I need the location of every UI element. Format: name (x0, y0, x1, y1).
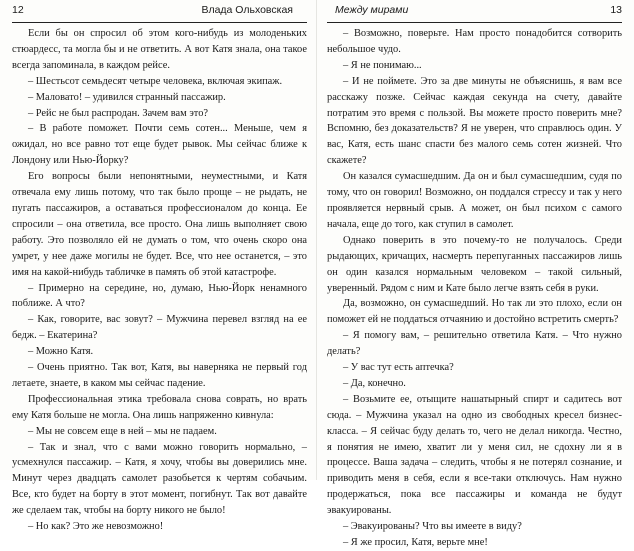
left-page-number: 12 (12, 4, 24, 16)
paragraph: Он казался сумасшедшим. Да он и был сумасшедшим, судя по тому, что он говорил! Возможно, он поддался стрессу и так у него проявляется нервный срыв. А может, он был психом с самого начала, еще до того, как ступил в самолет. (327, 171, 622, 230)
paragraph: – Рейс не был распродан. Зачем вам это? (28, 107, 208, 119)
paragraph: – Так и знал, что с вами можно говорить нормально, – усмехнулся пассажир. – Катя, я хочу, чтобы вы доверились мне. Минут через двадцать самолет разобьется к чертям собачьим. Все, кто будет на борту в этот момент, погибнут. Так вот давайте же сделаем так, чтобы на борту никого не было! (12, 441, 307, 517)
right-page-number: 13 (610, 4, 622, 16)
right-running-head: Между мирами (335, 4, 409, 16)
paragraph: – И не поймете. Это за две минуты не объяснишь, я вам все расскажу позже. Сейчас каждая секунда на счету, давайте потратим это время с пользой. Вы можете просто поверить мне? Вспомню, без доказательств? Я не уверен, что справлюсь один. У вас, Катя, есть шанс спасти без малого семь сотен жизней. Что скажете? (327, 75, 622, 167)
paragraph: – Маловато! – удивился странный пассажир. (28, 91, 226, 103)
paragraph: – Возможно, поверьте. Нам просто понадобится сотворить небольшое чудо. (327, 28, 622, 55)
right-page-header (327, 0, 622, 23)
paragraph: Его вопросы были непонятными, неуместными, и Катя отвечала ему лишь потому, что так было проще – не рыдать, не пугать пассажиров, а оставаться профессионалом до конца. Ее спросили – она ответила, все просто. Она лишь выполняет свою работу. Это позволяло ей не думать о том, что очень скоро она умрет, у нее даже могилы не будет. Все, что нее останется, – это имя на какой-нибудь табличке в память об этой катастрофе. (12, 171, 307, 278)
paragraph: – Я не понимаю... (343, 59, 422, 71)
paragraph: – Я же просил, Катя, верьте мне! (343, 537, 488, 548)
paragraph: – В работе поможет. Почти семь сотен... Меньше, чем я ожидал, но все равно тот еще будет рывок. Мы сейчас ближе к Лондону или Нью-Йорку? (12, 123, 307, 167)
paragraph: Однако поверить в это почему-то не получалось. Среди рыдающих, кричащих, насмерть перепуганных пассажиров лишь он один казался нормальным человеком – такой сильный, уверенный. Рядом с ним и Кате было легче взять себя в руки. (327, 234, 622, 294)
paragraph: – Примерно на середине, но, думаю, Нью-Йорк ненамного поближе. А что? (12, 282, 307, 310)
paragraph: – Мы не совсем еще в ней – мы не падаем. (28, 425, 217, 437)
paragraph: – Можно Катя. (28, 346, 94, 358)
paragraph: – Возьмите ее, отыщите нашатырный спирт и садитесь вот сюда. – Мужчина указал на одно из свободных кресел бизнес-класса. – Я сейчас буду делать то, чего не делал никогда. Честно, я понятия не имею, хватит ли у меня сил, не сдохну ли я в процессе. Ваша задача – следить, чтобы я не потерял сознание, и приводить меня в себя, если я все-таки отключусь. Нам нужно продержаться, пока все пассажиры и команда не будут эвакуированы. (327, 393, 622, 517)
paragraph: Профессиональная этика требовала снова соврать, но врать ему Катя больше не могла. Она лишь напряженно кивнула: (12, 393, 307, 421)
paragraph: – Да, конечно. (343, 377, 406, 389)
paragraph: – Как, говорите, вас зовут? – Мужчина перевел взгляд на ее бедж. – Екатерина? (12, 314, 307, 342)
paragraph: – Очень приятно. Так вот, Катя, вы наверняка не первый год летаете, знаете, в каком мы сейчас падение. (12, 362, 307, 389)
paragraph: – Эвакуированы? Что вы имеете в виду? (343, 521, 522, 533)
paragraph: – Но как? Это же невозможно! (28, 521, 164, 533)
left-page (0, 0, 317, 533)
left-page-text (12, 26, 307, 535)
paragraph: – У вас тут есть аптечка? (343, 362, 454, 374)
paragraph: Если бы он спросил об этом кого-нибудь из молоденьких стюардесс, та могла бы и не ответить. А вот Катя знала, она такое всегда запоминала, в каждом рейсе. (12, 28, 307, 71)
right-page (317, 0, 634, 548)
right-page-text (327, 26, 622, 551)
paragraph: – Я помогу вам, – решительно ответила Катя. – Что нужно делать? (327, 330, 622, 358)
left-running-head: Влада Ольховская (201, 4, 293, 16)
paragraph: Да, возможно, он сумасшедший. Но так ли это плохо, если он поможет ей не поддаться отчаянию и достойно встретить смерть? (327, 298, 622, 326)
paragraph: – Шестьсот семьдесят четыре человека, включая экипаж. (28, 75, 283, 87)
left-page-header (12, 0, 307, 23)
